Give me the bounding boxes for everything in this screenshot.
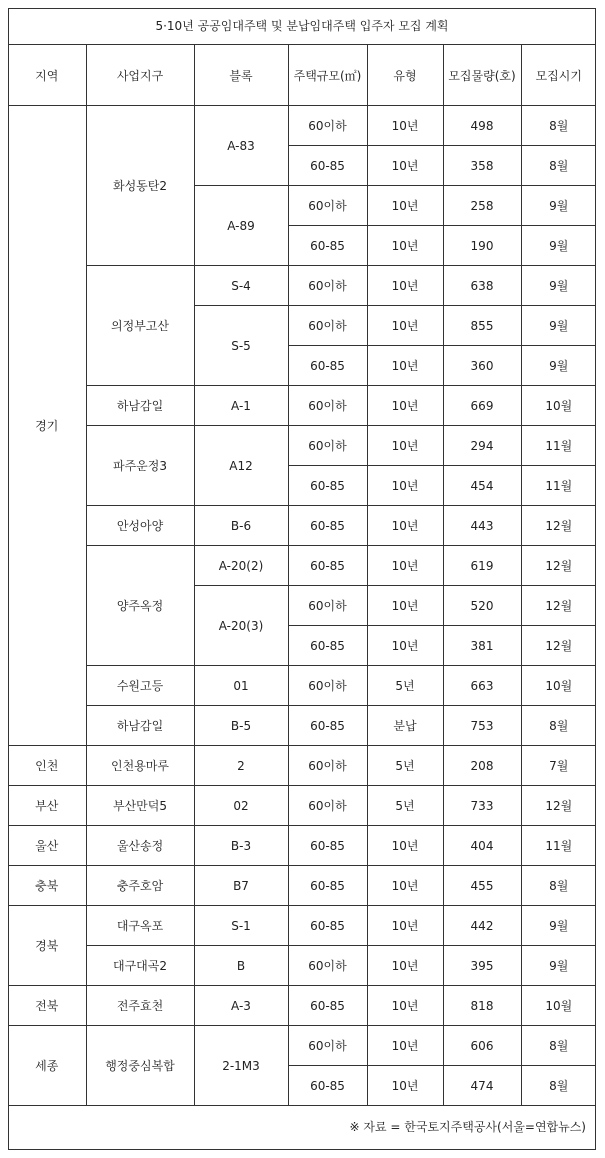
quantity-cell: 208 <box>443 746 521 786</box>
table-row <box>8 266 596 306</box>
quantity-cell: 404 <box>443 826 521 866</box>
size-cell: 60-85 <box>288 826 367 866</box>
type-cell: 10년 <box>367 546 443 586</box>
header-size: 주택규모(㎡) <box>288 45 367 106</box>
block-cell: 01 <box>194 666 288 706</box>
type-cell: 10년 <box>367 426 443 466</box>
type-cell: 10년 <box>367 506 443 546</box>
quantity-cell: 753 <box>443 706 521 746</box>
type-cell: 분납 <box>367 706 443 746</box>
region-cell: 충북 <box>8 866 86 906</box>
month-cell: 12월 <box>521 786 596 826</box>
type-cell: 10년 <box>367 346 443 386</box>
quantity-cell: 358 <box>443 146 521 186</box>
quantity-cell: 619 <box>443 546 521 586</box>
district-cell: 대구옥포 <box>86 906 194 946</box>
table-header-row <box>8 45 596 106</box>
size-cell: 60-85 <box>288 706 367 746</box>
quantity-cell: 395 <box>443 946 521 986</box>
month-cell: 10월 <box>521 986 596 1026</box>
district-cell: 충주호암 <box>86 866 194 906</box>
type-cell: 10년 <box>367 986 443 1026</box>
region-cell: 경북 <box>8 906 86 986</box>
month-cell: 8월 <box>521 706 596 746</box>
block-cell: 2-1M3 <box>194 1026 288 1106</box>
size-cell: 60-85 <box>288 466 367 506</box>
month-cell: 9월 <box>521 186 596 226</box>
table-body <box>8 106 596 1106</box>
block-cell: A12 <box>194 426 288 506</box>
table-row <box>8 946 596 986</box>
month-cell: 7월 <box>521 746 596 786</box>
quantity-cell: 663 <box>443 666 521 706</box>
type-cell: 10년 <box>367 866 443 906</box>
size-cell: 60-85 <box>288 866 367 906</box>
month-cell: 12월 <box>521 626 596 666</box>
size-cell: 60이하 <box>288 426 367 466</box>
type-cell: 5년 <box>367 786 443 826</box>
type-cell: 10년 <box>367 946 443 986</box>
table-row <box>8 826 596 866</box>
size-cell: 60이하 <box>288 386 367 426</box>
region-cell: 울산 <box>8 826 86 866</box>
source-note: ※ 자료 = 한국토지주택공사(서울=연합뉴스) <box>349 1120 586 1134</box>
table-row <box>8 506 596 546</box>
month-cell: 12월 <box>521 546 596 586</box>
quantity-cell: 442 <box>443 906 521 946</box>
block-cell: A-83 <box>194 106 288 186</box>
month-cell: 8월 <box>521 1026 596 1066</box>
size-cell: 60이하 <box>288 266 367 306</box>
block-cell: B-3 <box>194 826 288 866</box>
type-cell: 10년 <box>367 626 443 666</box>
block-cell: S-5 <box>194 306 288 386</box>
month-cell: 9월 <box>521 266 596 306</box>
type-cell: 10년 <box>367 106 443 146</box>
quantity-cell: 638 <box>443 266 521 306</box>
type-cell: 10년 <box>367 586 443 626</box>
size-cell: 60-85 <box>288 906 367 946</box>
block-cell: 2 <box>194 746 288 786</box>
table-row <box>8 546 596 586</box>
table-row <box>8 706 596 746</box>
quantity-cell: 190 <box>443 226 521 266</box>
month-cell: 9월 <box>521 346 596 386</box>
table-row <box>8 906 596 946</box>
block-cell: 02 <box>194 786 288 826</box>
quantity-cell: 360 <box>443 346 521 386</box>
month-cell: 8월 <box>521 106 596 146</box>
month-cell: 10월 <box>521 386 596 426</box>
district-cell: 인천용마루 <box>86 746 194 786</box>
size-cell: 60이하 <box>288 106 367 146</box>
block-cell: B-5 <box>194 706 288 746</box>
quantity-cell: 294 <box>443 426 521 466</box>
district-cell: 울산송정 <box>86 826 194 866</box>
table-row <box>8 986 596 1026</box>
type-cell: 5년 <box>367 746 443 786</box>
quantity-cell: 855 <box>443 306 521 346</box>
month-cell: 12월 <box>521 506 596 546</box>
type-cell: 10년 <box>367 1026 443 1066</box>
header-month: 모집시기 <box>521 45 596 106</box>
district-cell: 대구대곡2 <box>86 946 194 986</box>
type-cell: 10년 <box>367 1066 443 1106</box>
district-cell: 부산만덕5 <box>86 786 194 826</box>
type-cell: 10년 <box>367 386 443 426</box>
quantity-cell: 498 <box>443 106 521 146</box>
district-cell: 의정부고산 <box>86 266 194 386</box>
header-district: 사업지구 <box>86 45 194 106</box>
size-cell: 60이하 <box>288 186 367 226</box>
block-cell: B <box>194 946 288 986</box>
type-cell: 10년 <box>367 466 443 506</box>
table-row <box>8 106 596 146</box>
month-cell: 8월 <box>521 1066 596 1106</box>
district-cell: 양주옥정 <box>86 546 194 666</box>
month-cell: 11월 <box>521 826 596 866</box>
header-region: 지역 <box>8 45 86 106</box>
block-cell: A-20(2) <box>194 546 288 586</box>
table-row <box>8 666 596 706</box>
district-cell: 수원고등 <box>86 666 194 706</box>
month-cell: 10월 <box>521 666 596 706</box>
type-cell: 10년 <box>367 146 443 186</box>
block-cell: S-4 <box>194 266 288 306</box>
size-cell: 60이하 <box>288 306 367 346</box>
month-cell: 12월 <box>521 586 596 626</box>
block-cell: S-1 <box>194 906 288 946</box>
type-cell: 10년 <box>367 186 443 226</box>
table-row <box>8 786 596 826</box>
table-row <box>8 426 596 466</box>
size-cell: 60-85 <box>288 1066 367 1106</box>
month-cell: 8월 <box>521 146 596 186</box>
block-cell: B7 <box>194 866 288 906</box>
table-row <box>8 386 596 426</box>
block-cell: A-89 <box>194 186 288 266</box>
size-cell: 60-85 <box>288 226 367 266</box>
block-cell: A-3 <box>194 986 288 1026</box>
header-block: 블록 <box>194 45 288 106</box>
type-cell: 10년 <box>367 906 443 946</box>
district-cell: 파주운정3 <box>86 426 194 506</box>
quantity-cell: 443 <box>443 506 521 546</box>
quantity-cell: 669 <box>443 386 521 426</box>
quantity-cell: 818 <box>443 986 521 1026</box>
region-cell: 세종 <box>8 1026 86 1106</box>
month-cell: 8월 <box>521 866 596 906</box>
header-quantity: 모집물량(호) <box>443 45 521 106</box>
size-cell: 60-85 <box>288 506 367 546</box>
size-cell: 60-85 <box>288 986 367 1026</box>
month-cell: 11월 <box>521 426 596 466</box>
month-cell: 9월 <box>521 226 596 266</box>
type-cell: 10년 <box>367 826 443 866</box>
type-cell: 10년 <box>367 266 443 306</box>
table-row <box>8 866 596 906</box>
size-cell: 60이하 <box>288 666 367 706</box>
size-cell: 60-85 <box>288 146 367 186</box>
header-type: 유형 <box>367 45 443 106</box>
district-cell: 화성동탄2 <box>86 106 194 266</box>
region-cell: 경기 <box>8 106 86 746</box>
quantity-cell: 258 <box>443 186 521 226</box>
district-cell: 행정중심복합 <box>86 1026 194 1106</box>
size-cell: 60-85 <box>288 546 367 586</box>
quantity-cell: 454 <box>443 466 521 506</box>
type-cell: 5년 <box>367 666 443 706</box>
type-cell: 10년 <box>367 306 443 346</box>
district-cell: 안성아양 <box>86 506 194 546</box>
size-cell: 60이하 <box>288 946 367 986</box>
table-title: 5·10년 공공임대주택 및 분납임대주택 입주자 모집 계획 <box>8 8 596 45</box>
size-cell: 60-85 <box>288 626 367 666</box>
region-cell: 전북 <box>8 986 86 1026</box>
size-cell: 60이하 <box>288 1026 367 1066</box>
quantity-cell: 606 <box>443 1026 521 1066</box>
quantity-cell: 733 <box>443 786 521 826</box>
table-row <box>8 1026 596 1066</box>
size-cell: 60이하 <box>288 746 367 786</box>
block-cell: A-20(3) <box>194 586 288 666</box>
district-cell: 하남감일 <box>86 706 194 746</box>
district-cell: 하남감일 <box>86 386 194 426</box>
region-cell: 부산 <box>8 786 86 826</box>
size-cell: 60이하 <box>288 586 367 626</box>
region-cell: 인천 <box>8 746 86 786</box>
quantity-cell: 474 <box>443 1066 521 1106</box>
district-cell: 전주효천 <box>86 986 194 1026</box>
month-cell: 9월 <box>521 906 596 946</box>
size-cell: 60이하 <box>288 786 367 826</box>
block-cell: B-6 <box>194 506 288 546</box>
month-cell: 9월 <box>521 946 596 986</box>
table-row <box>8 746 596 786</box>
quantity-cell: 381 <box>443 626 521 666</box>
size-cell: 60-85 <box>288 346 367 386</box>
type-cell: 10년 <box>367 226 443 266</box>
month-cell: 9월 <box>521 306 596 346</box>
block-cell: A-1 <box>194 386 288 426</box>
quantity-cell: 520 <box>443 586 521 626</box>
month-cell: 11월 <box>521 466 596 506</box>
quantity-cell: 455 <box>443 866 521 906</box>
recruitment-plan-table <box>8 45 596 1106</box>
